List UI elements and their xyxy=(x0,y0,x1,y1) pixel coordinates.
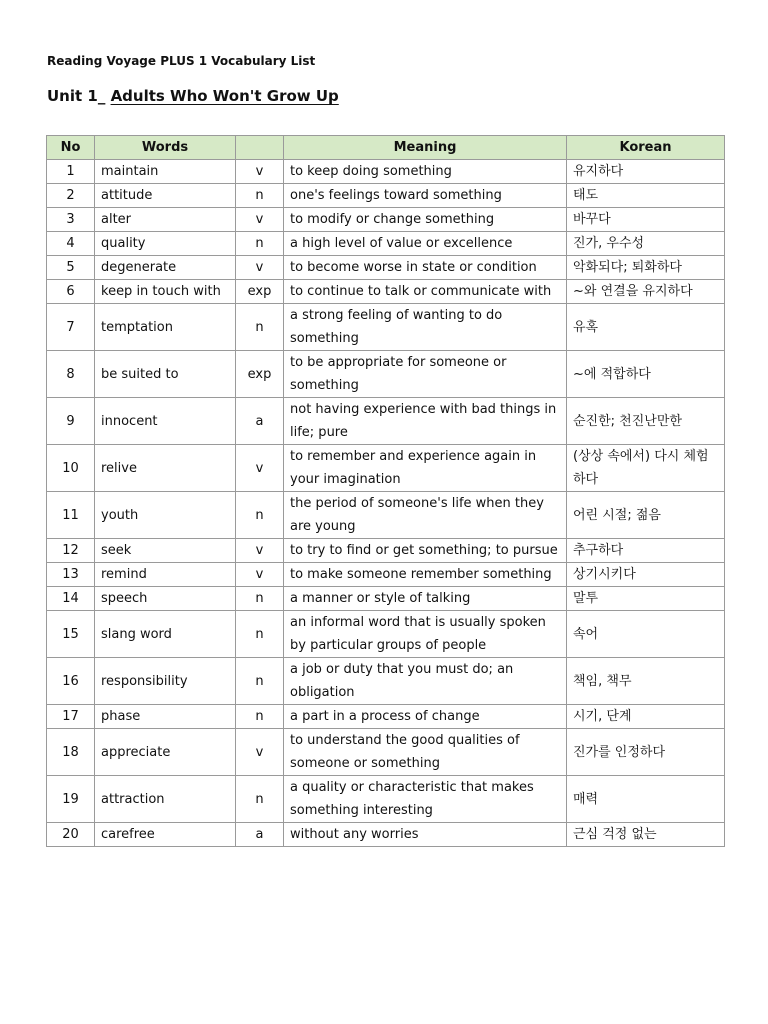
korean-cell: 유혹 xyxy=(567,304,725,351)
header-no: No xyxy=(47,136,95,160)
korean-cell: 말투 xyxy=(567,587,725,611)
meaning-cell: one's feelings toward something xyxy=(284,184,567,208)
table-row xyxy=(47,611,725,658)
table-row xyxy=(47,563,725,587)
korean-cell: 매력 xyxy=(567,776,725,823)
word-cell: carefree xyxy=(95,823,236,847)
document-title: Reading Voyage PLUS 1 Vocabulary List xyxy=(47,54,316,68)
row-number: 16 xyxy=(47,658,95,705)
vocabulary-table xyxy=(46,135,725,847)
word-cell: temptation xyxy=(95,304,236,351)
table-row xyxy=(47,705,725,729)
word-cell: be suited to xyxy=(95,351,236,398)
part-of-speech-cell: exp xyxy=(236,351,284,398)
part-of-speech-cell: n xyxy=(236,705,284,729)
word-cell: remind xyxy=(95,563,236,587)
part-of-speech-cell: v xyxy=(236,256,284,280)
table-row xyxy=(47,445,725,492)
part-of-speech-cell: v xyxy=(236,563,284,587)
table-row xyxy=(47,351,725,398)
meaning-cell: to keep doing something xyxy=(284,160,567,184)
table-row xyxy=(47,539,725,563)
header-words: Words xyxy=(95,136,236,160)
part-of-speech-cell: n xyxy=(236,611,284,658)
part-of-speech-cell: n xyxy=(236,587,284,611)
table-row xyxy=(47,304,725,351)
korean-cell: ~와 연결을 유지하다 xyxy=(567,280,725,304)
korean-cell: 태도 xyxy=(567,184,725,208)
part-of-speech-cell: v xyxy=(236,729,284,776)
row-number: 20 xyxy=(47,823,95,847)
table-row xyxy=(47,232,725,256)
korean-cell: 악화되다; 퇴화하다 xyxy=(567,256,725,280)
part-of-speech-cell: v xyxy=(236,208,284,232)
table-row xyxy=(47,208,725,232)
table-body xyxy=(47,160,725,847)
word-cell: youth xyxy=(95,492,236,539)
part-of-speech-cell: exp xyxy=(236,280,284,304)
word-cell: innocent xyxy=(95,398,236,445)
row-number: 10 xyxy=(47,445,95,492)
meaning-cell: not having experience with bad things in life; pure xyxy=(284,398,567,445)
table-row xyxy=(47,658,725,705)
header-korean: Korean xyxy=(567,136,725,160)
korean-cell: 시기, 단계 xyxy=(567,705,725,729)
row-number: 7 xyxy=(47,304,95,351)
row-number: 13 xyxy=(47,563,95,587)
meaning-cell: to try to find or get something; to pursue xyxy=(284,539,567,563)
word-cell: attraction xyxy=(95,776,236,823)
korean-cell: 추구하다 xyxy=(567,539,725,563)
row-number: 2 xyxy=(47,184,95,208)
word-cell: keep in touch with xyxy=(95,280,236,304)
header-meaning: Meaning xyxy=(284,136,567,160)
row-number: 1 xyxy=(47,160,95,184)
word-cell: speech xyxy=(95,587,236,611)
meaning-cell: an informal word that is usually spoken by particular groups of people xyxy=(284,611,567,658)
meaning-cell: to make someone remember something xyxy=(284,563,567,587)
meaning-cell: to understand the good qualities of someone or something xyxy=(284,729,567,776)
word-cell: responsibility xyxy=(95,658,236,705)
row-number: 18 xyxy=(47,729,95,776)
row-number: 5 xyxy=(47,256,95,280)
meaning-cell: a strong feeling of wanting to do something xyxy=(284,304,567,351)
row-number: 6 xyxy=(47,280,95,304)
word-cell: appreciate xyxy=(95,729,236,776)
korean-cell: 어린 시절; 젊음 xyxy=(567,492,725,539)
table-row xyxy=(47,184,725,208)
row-number: 12 xyxy=(47,539,95,563)
word-cell: degenerate xyxy=(95,256,236,280)
unit-heading xyxy=(47,87,339,105)
word-cell: alter xyxy=(95,208,236,232)
part-of-speech-cell: n xyxy=(236,492,284,539)
korean-cell: 근심 걱정 없는 xyxy=(567,823,725,847)
meaning-cell: a job or duty that you must do; an obligation xyxy=(284,658,567,705)
row-number: 19 xyxy=(47,776,95,823)
row-number: 17 xyxy=(47,705,95,729)
header-row xyxy=(47,136,725,160)
part-of-speech-cell: v xyxy=(236,539,284,563)
korean-cell: 진가, 우수성 xyxy=(567,232,725,256)
part-of-speech-cell: a xyxy=(236,823,284,847)
meaning-cell: a part in a process of change xyxy=(284,705,567,729)
korean-cell: 속어 xyxy=(567,611,725,658)
row-number: 14 xyxy=(47,587,95,611)
korean-cell: ~에 적합하다 xyxy=(567,351,725,398)
table-row xyxy=(47,776,725,823)
korean-cell: 상기시키다 xyxy=(567,563,725,587)
part-of-speech-cell: n xyxy=(236,776,284,823)
word-cell: slang word xyxy=(95,611,236,658)
meaning-cell: a quality or characteristic that makes something interesting xyxy=(284,776,567,823)
part-of-speech-cell: n xyxy=(236,658,284,705)
row-number: 11 xyxy=(47,492,95,539)
row-number: 4 xyxy=(47,232,95,256)
korean-cell: 진가를 인정하다 xyxy=(567,729,725,776)
part-of-speech-cell: v xyxy=(236,160,284,184)
meaning-cell: to be appropriate for someone or something xyxy=(284,351,567,398)
korean-cell: 바꾸다 xyxy=(567,208,725,232)
word-cell: quality xyxy=(95,232,236,256)
korean-cell: 순진한; 천진난만한 xyxy=(567,398,725,445)
word-cell: relive xyxy=(95,445,236,492)
meaning-cell: to modify or change something xyxy=(284,208,567,232)
table-row xyxy=(47,823,725,847)
word-cell: phase xyxy=(95,705,236,729)
row-number: 8 xyxy=(47,351,95,398)
meaning-cell: the period of someone's life when they are young xyxy=(284,492,567,539)
table-row xyxy=(47,398,725,445)
part-of-speech-cell: a xyxy=(236,398,284,445)
meaning-cell: a high level of value or excellence xyxy=(284,232,567,256)
table-row xyxy=(47,492,725,539)
table-row xyxy=(47,587,725,611)
unit-prefix: Unit 1_ xyxy=(47,87,111,105)
meaning-cell: to become worse in state or condition xyxy=(284,256,567,280)
meaning-cell: without any worries xyxy=(284,823,567,847)
part-of-speech-cell: n xyxy=(236,232,284,256)
table-row xyxy=(47,729,725,776)
table-row xyxy=(47,256,725,280)
meaning-cell: to continue to talk or communicate with xyxy=(284,280,567,304)
header-part-of-speech xyxy=(236,136,284,160)
row-number: 15 xyxy=(47,611,95,658)
row-number: 9 xyxy=(47,398,95,445)
meaning-cell: to remember and experience again in your imagination xyxy=(284,445,567,492)
unit-name: Adults Who Won't Grow Up xyxy=(110,87,339,105)
korean-cell: (상상 속에서) 다시 체험하다 xyxy=(567,445,725,492)
korean-cell: 유지하다 xyxy=(567,160,725,184)
table-row xyxy=(47,280,725,304)
part-of-speech-cell: v xyxy=(236,445,284,492)
part-of-speech-cell: n xyxy=(236,184,284,208)
part-of-speech-cell: n xyxy=(236,304,284,351)
word-cell: seek xyxy=(95,539,236,563)
word-cell: maintain xyxy=(95,160,236,184)
table-row xyxy=(47,160,725,184)
word-cell: attitude xyxy=(95,184,236,208)
meaning-cell: a manner or style of talking xyxy=(284,587,567,611)
row-number: 3 xyxy=(47,208,95,232)
korean-cell: 책임, 책무 xyxy=(567,658,725,705)
